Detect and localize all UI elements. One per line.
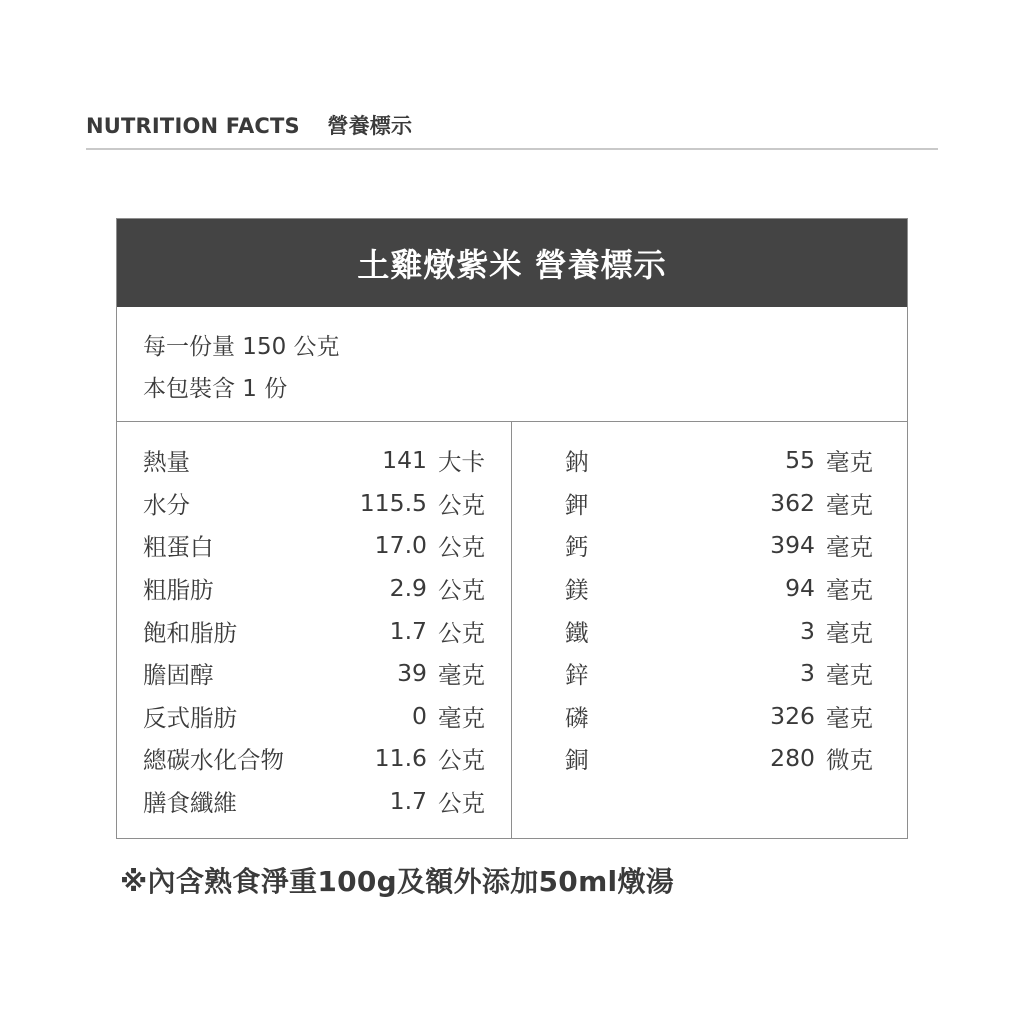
nutrient-value: 394 xyxy=(770,531,815,560)
nutrient-name: 鈉 xyxy=(565,448,589,477)
nutrient-unit: 公克 xyxy=(438,789,485,818)
nutrient-name: 鉀 xyxy=(565,490,589,519)
nutrient-name: 粗蛋白 xyxy=(143,533,214,562)
nutrient-name: 飽和脂肪 xyxy=(143,618,237,647)
nutrient-name: 鎂 xyxy=(565,576,589,605)
nutrient-row xyxy=(143,737,485,780)
column-divider xyxy=(511,422,512,838)
nutrient-unit: 公克 xyxy=(438,746,485,775)
nutrient-unit: 毫克 xyxy=(438,703,485,732)
nutrient-unit: 毫克 xyxy=(826,661,873,690)
nutrients-left-column xyxy=(143,439,485,822)
nutrient-name: 熱量 xyxy=(143,448,190,477)
header-title-zh: 營養標示 xyxy=(327,114,413,138)
nutrient-name: 水分 xyxy=(143,490,190,519)
nutrient-unit: 公克 xyxy=(438,490,485,519)
nutrient-value: 1.7 xyxy=(389,787,427,816)
nutrient-value: 0 xyxy=(412,701,427,730)
nutrient-name: 粗脂肪 xyxy=(143,576,214,605)
nutrient-unit: 毫克 xyxy=(826,490,873,519)
nutrient-value: 1.7 xyxy=(389,616,427,645)
nutrient-unit: 毫克 xyxy=(826,618,873,647)
nutrient-row xyxy=(565,482,873,525)
nutrient-unit: 毫克 xyxy=(826,448,873,477)
nutrient-row xyxy=(565,737,873,780)
nutrient-value: 141 xyxy=(382,446,427,475)
nutrient-row xyxy=(143,609,485,652)
nutrient-row xyxy=(143,780,485,823)
nutrient-row xyxy=(565,695,873,738)
nutrient-unit: 公克 xyxy=(438,576,485,605)
nutrient-row xyxy=(565,439,873,482)
serving-size: 每一份量 150 公克 xyxy=(143,334,340,360)
nutrient-name: 膳食纖維 xyxy=(143,789,237,818)
nutrient-name: 鐵 xyxy=(565,618,589,647)
nutrient-row xyxy=(565,652,873,695)
nutrient-value: 362 xyxy=(770,488,815,517)
nutrient-unit: 毫克 xyxy=(438,661,485,690)
nutrient-name: 磷 xyxy=(565,703,589,732)
nutrient-value: 17.0 xyxy=(374,531,427,560)
nutrient-unit: 大卡 xyxy=(438,448,485,477)
header-title-en: NUTRITION FACTS xyxy=(86,114,300,138)
nutrient-name: 鈣 xyxy=(565,533,589,562)
page-header xyxy=(86,110,938,150)
nutrient-name: 總碳水化合物 xyxy=(143,746,284,775)
nutrient-value: 39 xyxy=(397,659,427,688)
nutrient-name: 鋅 xyxy=(565,661,589,690)
nutrient-value: 3 xyxy=(800,616,815,645)
nutrient-name: 銅 xyxy=(565,746,589,775)
nutrient-unit: 公克 xyxy=(438,618,485,647)
serving-info xyxy=(117,307,907,422)
nutrient-value: 326 xyxy=(770,701,815,730)
nutrient-unit: 微克 xyxy=(826,746,873,775)
nutrient-row xyxy=(143,439,485,482)
nutrient-value: 280 xyxy=(770,744,815,773)
nutrient-row xyxy=(565,609,873,652)
nutrient-row xyxy=(565,524,873,567)
nutrient-row xyxy=(143,652,485,695)
nutrient-value: 115.5 xyxy=(359,488,427,517)
nutrient-value: 94 xyxy=(785,574,815,603)
nutrient-row xyxy=(143,524,485,567)
nutrient-row xyxy=(143,567,485,610)
nutrient-value: 3 xyxy=(800,659,815,688)
label-title: 土雞燉紫米 營養標示 xyxy=(117,219,907,307)
footnote: ※內含熟食淨重100g及額外添加50ml燉湯 xyxy=(120,865,675,898)
nutrient-name: 膽固醇 xyxy=(143,661,214,690)
nutrients-right-column xyxy=(565,439,873,780)
nutrient-row xyxy=(143,695,485,738)
nutrients-table xyxy=(117,422,907,838)
nutrition-label xyxy=(116,218,908,839)
nutrient-unit: 毫克 xyxy=(826,576,873,605)
nutrient-row xyxy=(565,567,873,610)
nutrient-value: 11.6 xyxy=(374,744,427,773)
nutrient-unit: 毫克 xyxy=(826,533,873,562)
nutrient-unit: 毫克 xyxy=(826,703,873,732)
nutrient-value: 55 xyxy=(785,446,815,475)
servings-per-package: 本包裝含 1 份 xyxy=(143,376,288,402)
nutrient-value: 2.9 xyxy=(389,574,427,603)
nutrient-name: 反式脂肪 xyxy=(143,703,237,732)
nutrient-unit: 公克 xyxy=(438,533,485,562)
nutrient-row xyxy=(143,482,485,525)
